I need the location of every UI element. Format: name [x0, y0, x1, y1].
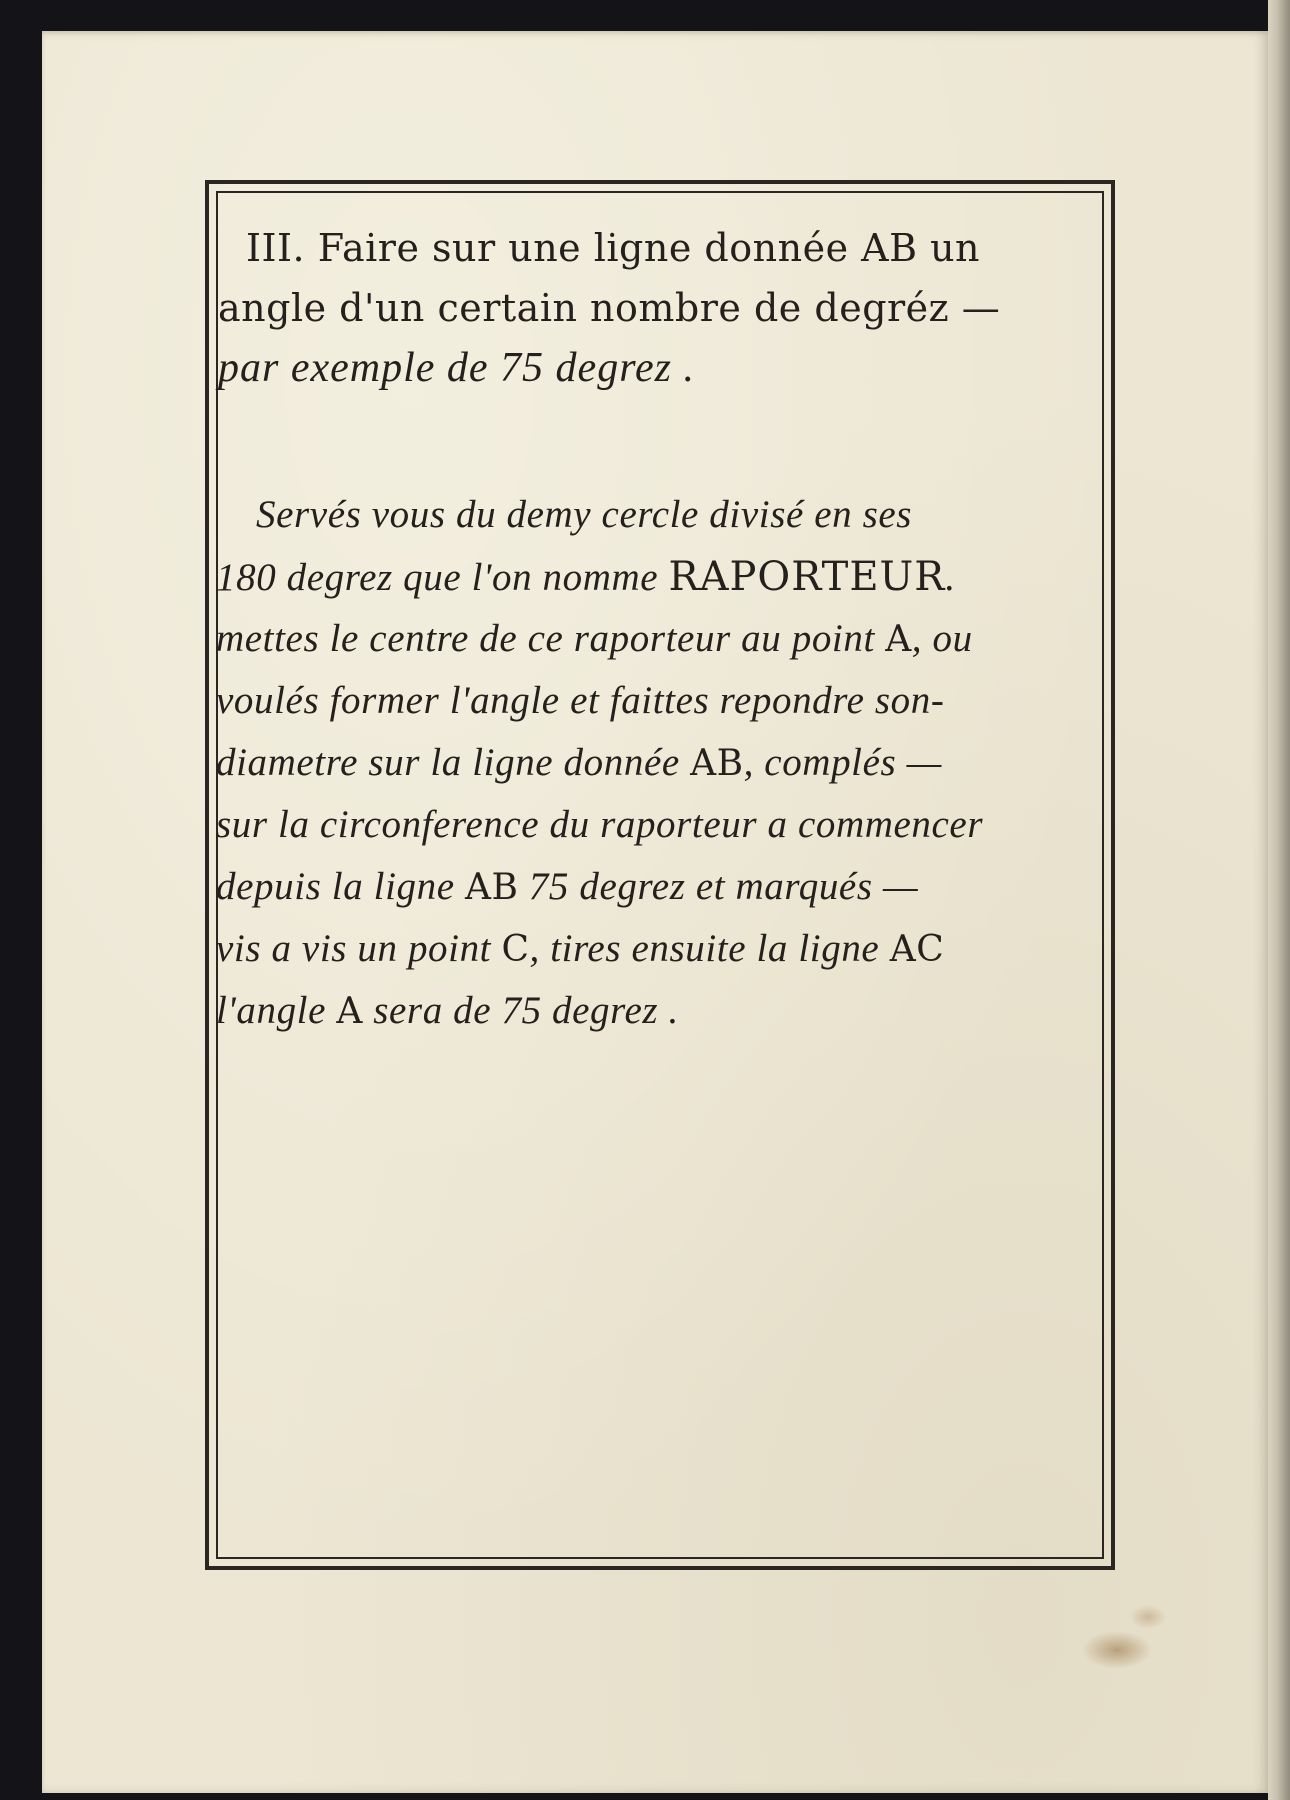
- script-text: , complés —: [743, 741, 942, 784]
- capital-letters: AB: [690, 743, 744, 784]
- heading-line-3: par exemple de 75 degrez .: [218, 345, 695, 391]
- script-text: 75 degrez et marqués —: [518, 865, 919, 908]
- capital-letters: A: [885, 619, 912, 660]
- body-line-6: [206, 794, 1106, 856]
- paper-stain: [1082, 1631, 1152, 1669]
- script-text: , tires ensuite la ligne: [529, 927, 890, 970]
- script-text: Servés vous du demy cercle divisé en ses: [256, 493, 913, 536]
- script-text: .: [945, 556, 956, 599]
- script-text: sera de 75 degrez .: [362, 989, 679, 1032]
- script-text: vis a vis un point: [216, 927, 502, 970]
- body-line-2: [206, 546, 1106, 608]
- capital-letters: AB: [465, 867, 519, 908]
- heading-line-1: III. Faire sur une ligne donnée AB un: [246, 226, 981, 270]
- body-line-1: [206, 484, 1106, 546]
- body-paragraph: [206, 484, 1106, 1042]
- capital-letters: RAPORTEUR: [668, 554, 946, 600]
- body-line-3: [206, 608, 1106, 670]
- heading-line-2: angle d'un certain nombre de degréz —: [218, 286, 1001, 330]
- body-line-5: [206, 732, 1106, 794]
- script-text: 180 degrez que l'on nomme: [216, 556, 669, 599]
- script-text: mettes le centre de ce raporteur au point: [216, 617, 886, 660]
- manuscript-text: [206, 218, 1106, 1042]
- body-line-7: [206, 856, 1106, 918]
- script-text: , ou: [911, 617, 973, 660]
- script-text: sur la circonference du raporteur a commencer: [216, 803, 984, 846]
- paragraph-gap: [206, 398, 1106, 484]
- capital-letters: C: [501, 929, 530, 970]
- script-text: voulés former l'angle et faittes repondre son-: [216, 679, 945, 722]
- capital-letters: AC: [889, 929, 945, 970]
- paper-stain-small: [1130, 1605, 1166, 1629]
- body-line-8: [206, 918, 1106, 980]
- script-text: depuis la ligne: [216, 865, 465, 908]
- next-page-edge: [1268, 0, 1290, 1800]
- script-text: l'angle: [216, 989, 337, 1032]
- body-line-9: [206, 980, 1106, 1042]
- body-line-4: [206, 670, 1106, 732]
- capital-letters: A: [336, 991, 363, 1032]
- script-text: diametre sur la ligne donnée: [216, 741, 691, 784]
